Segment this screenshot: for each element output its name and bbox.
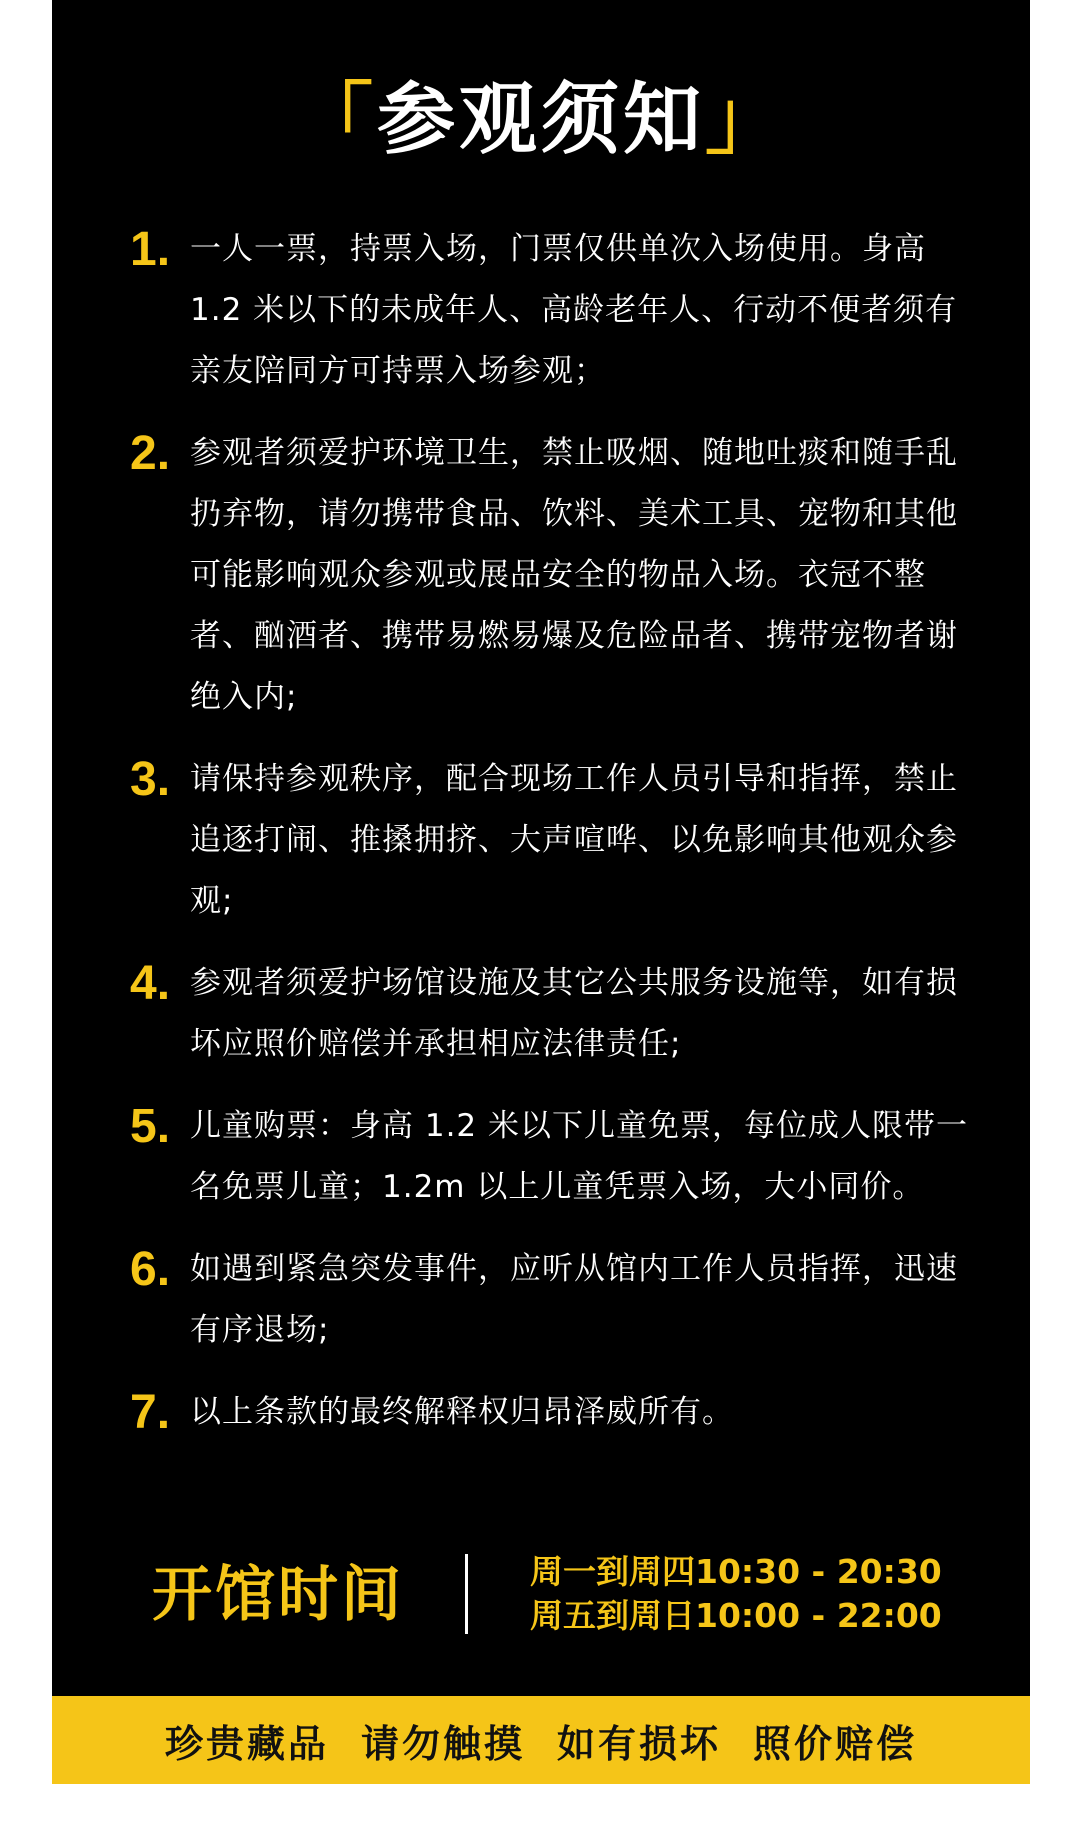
- opening-hours-lines: [530, 1550, 990, 1638]
- rules-list: [130, 222, 970, 1467]
- rule-text: 以上条款的最终解释权归昂泽威所有。: [190, 1394, 734, 1430]
- rule-number: 7.: [130, 1386, 171, 1439]
- footer-warning-bar: [52, 1696, 1030, 1784]
- hours-weekend: 周五到周日10:00 - 22:00: [530, 1596, 942, 1635]
- rule-text: 儿童购票：身高 1.2 米以下儿童免票，每位成人限带一名免票儿童；1.2m 以上儿童凭票入场，大小同价。: [190, 1108, 969, 1205]
- rule-item: [130, 1099, 970, 1218]
- rule-number: 4.: [130, 957, 171, 1010]
- title-close-bracket: 」: [705, 75, 788, 165]
- hours-weekday: 周一到周四10:30 - 20:30: [530, 1552, 942, 1591]
- rule-number: 5.: [130, 1100, 171, 1153]
- opening-hours: [52, 1540, 1030, 1650]
- notice-poster: [52, 0, 1030, 1784]
- rule-item: [130, 1242, 970, 1361]
- rule-text: 请保持参观秩序，配合现场工作人员引导和指挥，禁止追逐打闹、推搡拥挤、大声喧哗、以免影响其他观众参观;: [190, 761, 958, 919]
- rule-item: [130, 752, 970, 932]
- rule-number: 2.: [130, 427, 171, 480]
- rule-item: [130, 426, 970, 728]
- rule-number: 6.: [130, 1243, 171, 1296]
- rule-item: [130, 222, 970, 402]
- rule-text: 如遇到紧急突发事件，应听从馆内工作人员指挥，迅速有序退场;: [190, 1251, 958, 1348]
- hours-divider: [465, 1554, 468, 1634]
- footer-item: 照价赔偿: [753, 1721, 918, 1766]
- rule-item: [130, 1385, 970, 1443]
- rule-text: 参观者须爱护场馆设施及其它公共服务设施等，如有损坏应照价赔偿并承担相应法律责任;: [190, 965, 958, 1062]
- title-text: 参观须知: [376, 75, 705, 165]
- footer-item: 珍贵藏品: [164, 1721, 329, 1766]
- rule-item: [130, 956, 970, 1075]
- footer-item: 如有损坏: [557, 1721, 722, 1766]
- rule-number: 3.: [130, 753, 171, 806]
- footer-item: 请勿触摸: [360, 1721, 525, 1766]
- rule-text: 参观者须爱护环境卫生，禁止吸烟、随地吐痰和随手乱扔弃物，请勿携带食品、饮料、美术工具、宠物和其他可能影响观众参观或展品安全的物品入场。衣冠不整者、酗酒者、携带易燃易爆及危险品者、携带宠物者谢绝入内;: [190, 435, 958, 715]
- opening-hours-title: 开馆时间: [152, 1560, 404, 1630]
- title-block: [52, 60, 1030, 180]
- page-title: [295, 60, 787, 180]
- title-open-bracket: 「: [294, 75, 377, 165]
- rule-number: 1.: [130, 223, 171, 276]
- rule-text: 一人一票，持票入场，门票仅供单次入场使用。身高 1.2 米以下的未成年人、高龄老年人、行动不便者须有亲友陪同方可持票入场参观；: [190, 231, 958, 389]
